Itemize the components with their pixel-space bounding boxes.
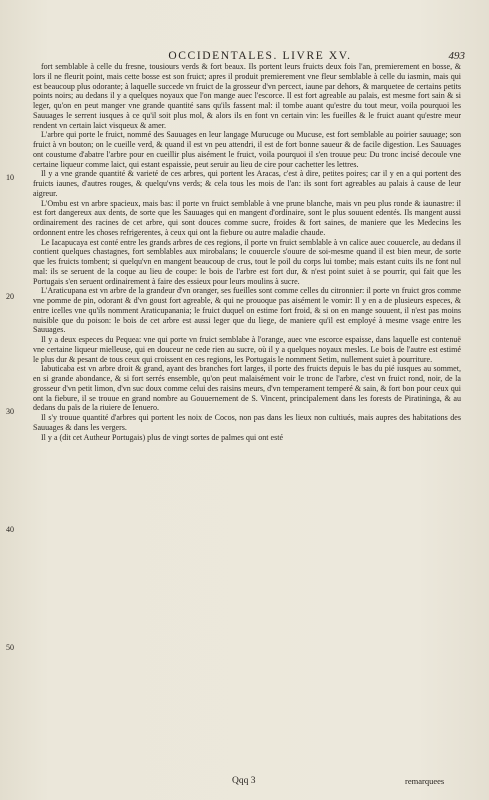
paragraph: fort semblable à celle du fresne, tousiours verds & fort beaux. Ils portent leurs fruicts deux fois l'an, premierement en bosse, & lors il ne fleurit point, mais cette bosse est son fruict; apres il produit premierement vne fleur semblable à celle du iasmin, mais qui est beaucoup plus odorante; à laquelle succede vn fruict de la grosseur d'vn percect, iaune par dehors, & marquetee de certains petits points noirs; au dedans il y a quelques noyaux que l'on mange auec l'escorce. Il est fort agreable au palais, est mesme fort sain & si leger, qu'on en peut manger vne grande quantité sans qu'ils fassent mal: il tombe auant qu'estre du tout meur, voila pourquoi les Sauuages le serrent iusques à ce qu'il soit plus mol, & alors ils en font vn certain vin: les fueilles & le fruict auant qu'estre meur rendent vn certain laict visqueux & amer. bbox=[33, 62, 461, 130]
line-number: 30 bbox=[6, 407, 14, 416]
paragraph: L'Ombu est vn arbre spacieux, mais bas: il porte vn fruict semblable à vne prune blanche, mais vn peu plus ronde & iaunastre: il est fort dangereux aux dents, de sorte que les Sauuages qui en mangent d'ordinaire, sont le plus souuent edentés. Ils mangent aussi ordinairement des racines de cet arbre, qui sont douces comme sucre, froides & fort saines, de maniere que les Medecins les ordonnent entre les choses refrigerentes, à ceux qui ont la fiebure ou autre maladie chaude. bbox=[33, 198, 461, 237]
paragraph: Le Iacapucaya est conté entre les grands arbres de ces regions, il porte vn fruict semblable à vn calice auec couuercle, au dedans il contient quelques chastagnes, fort semblables aux mirobalans; le couuercle s'ouure de soi-mesme quand il est bien meur, de sorte que les fruicts tombent; si quelqu'vn en mangent beaucoup de crus, tout le poil du corps lui tombe; mais estant cuits ils ne font nul mal: ils se seruent de la coque au lieu de coupe: le bois de l'arbre est fort dur, & n'est point suiet à se pourrir, qui fait que les Portugais s'en seruent ordinairement à faire des essieux pour leurs moulins à sucre. bbox=[33, 237, 461, 286]
body-text bbox=[33, 62, 461, 442]
page-number: 493 bbox=[448, 50, 465, 62]
paragraph: Il y a deux especes du Pequea: vne qui porte vn fruict semblabe à l'orange, auec vne escorce espaisse, dans laquelle est contenuë vne certaine liqueur mielleuse, qui en douceur ne cede rien au sucre, où il y a quelques noyaux mesles. Le bois de l'autre est estimé le plus dur & pesant de tous ceux qui croissent en ces regions, les Portugais le nomment Setim, nullement suiet à pourriture. bbox=[33, 335, 461, 364]
line-number: 10 bbox=[6, 173, 14, 182]
paragraph: L'Araticupana est vn arbre de la grandeur d'vn oranger, ses fueilles sont comme celles du citronnier: il porte vn fruict gros comme vne pomme de pin, odorant & d'vn goust fort agreable, & qui ne prouoque pas aisément le vomir: Il y en a de plusieurs especes, & entre icelles vne qu'ils nomment Araticupanania; le fruict duquel on estime fort froid, & si on en mange souuent, il n'est pas moins nuisible que du poison: le bois de cet arbre est aussi leger que du liege, de maniere qu'il est employé à mesme vsage entre les Sauuages. bbox=[33, 286, 461, 335]
paragraph: Il y a vne grande quantité & varieté de ces arbres, qui portent les Aracas, c'est à dire, petites poires; car il y en a qui portent des fruicts iaunes, d'autres rouges, & quelqu'vns verds; & cela tous les mois de l'an: ils sont fort agreables au palais à cause de leur aigreur. bbox=[33, 169, 461, 198]
line-number: 50 bbox=[6, 643, 14, 652]
paragraph: Il y a (dit cet Autheur Portugais) plus de vingt sortes de palmes qui ont esté bbox=[41, 432, 284, 442]
paragraph: Iabuticaba est vn arbre droit & grand, ayant des branches fort larges, il porte des fruicts depuis le bas du pié iusques au sommet, en si grande abondance, & si fort serrés ensemble, qu'on peut malaisément voir le tronc de l'arbre, c'est vn fruict rond, noir, de la grosseur d'vn petit limon, d'vn suc doux comme celui des raisins meurs, d'vn temperament temperé & sain, & fort bon pour ceux qui ont la fiebure, il se trouue en grand nombre au Gouuernement de S. Vincent, principalement dans les forests de Piratininga, & au dedans du païs de la riuiere de Ienuero. bbox=[33, 364, 461, 413]
paragraph: Il s'y trouue quantité d'arbres qui portent les noix de Cocos, non pas dans les lieux non cultiués, mais aupres des habitations des Sauuages & dans les vergers. bbox=[33, 413, 461, 432]
line-number: 20 bbox=[6, 292, 14, 301]
running-title: OCCIDENTALES. LIVRE XV. bbox=[168, 50, 352, 62]
line-number: 40 bbox=[6, 525, 14, 534]
paragraph: L'arbre qui porte le fruict, nommé des Sauuages en leur langage Murucuge ou Mucuse, est fort semblable au poirier sauuage; son fruict à vn bouton; on le cueille verd, & quand il est vn peu attendri, il est de fort bonne saueur & de facile digestion. Les Sauuages ont coustume d'abatre l'arbre pour en cueillir plus aisément le fruict, voila pourquoi il s'en trouue peu: Du tronc incisé decoule vne certaine liqueur comme laict, qui estant espaissie, peut seruir au lieu de cire pour cachetter les lettres. bbox=[33, 130, 461, 169]
signature-mark: Qqq 3 bbox=[232, 776, 256, 786]
catchword: remarquees bbox=[405, 776, 445, 786]
